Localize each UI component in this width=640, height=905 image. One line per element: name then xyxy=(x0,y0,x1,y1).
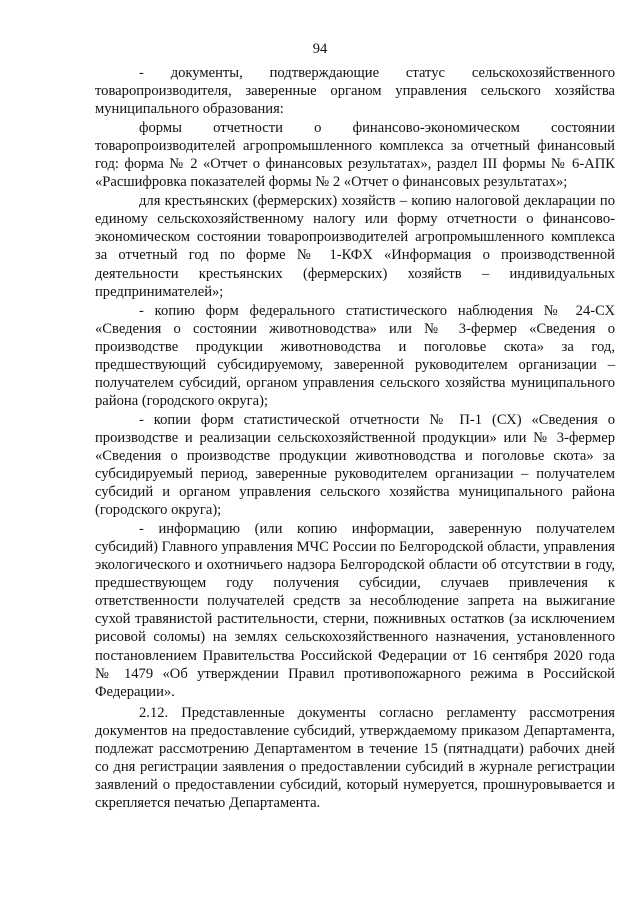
paragraph-farm-households: для крестьянских (фермерских) хозяйств – копию налоговой декларации по единому сельскохозяйственному налогу или форму отчетности о финансово-экономическом состоянии товаропроизводителей агропромышленного комплекса за отчетный год по форме № 1-КФХ «Информация о производственной деятельности крестьянских (фермерских) хозяйств – индивидуальных предпринимателей»; xyxy=(95,193,615,300)
paragraph-form-24-sh: - копию форм федерального статистического наблюдения № 24-СХ «Сведения о состоянии животноводства» или № 3-фермер «Сведения о производстве продукции животноводства и поголовье скота» за год, предшествующий субсидируемому, заверенной руководителем организации – получателем субсидий, органом управления сельского хозяйства муниципального района (городского округа); xyxy=(95,302,615,409)
page-number: 94 xyxy=(312,41,328,57)
paragraph-form-p1: - копии форм статистической отчетности № П-1 (СХ) «Сведения о производстве и реализации сельскохозяйственной продукции» или № 3-фермер «Сведения о производстве продукции животноводства и поголовье скота» за субсидируемый период, заверенные руководителем организации – получателем субсидий и органом управления сельского хозяйства муниципального района (городского округа); xyxy=(95,411,615,519)
document-body xyxy=(95,64,615,812)
paragraph-financial-reports: формы отчетности о финансово-экономическом состоянии товаропроизводителей агропромышленного комплекса за отчетный финансовый год: форма № 2 «Отчет о финансовых результатах», раздел III формы № 6-АПК «Расшифровка показателей формы № 2 «Отчет о финансовых результатах»; xyxy=(95,120,615,191)
paragraph-section-2-12: 2.12. Представленные документы согласно регламенту рассмотрения документов на предоставление субсидий, утверждаемому приказом Департамента, подлежат рассмотрению Департаментом в течение 15 (пятнадцати) рабочих дней со дня регистрации заявления о предоставлении субсидий в журнале регистрации заявлений о предоставлении субсидий, который нумеруется, прошнуровывается и скрепляется печатью Департамента. xyxy=(95,704,615,811)
paragraph-status-documents: - документы, подтверждающие статус сельскохозяйственного товаропроизводителя, заверенные органом управления сельского хозяйства муниципального образования: xyxy=(95,65,615,118)
paragraph-mchs-information: - информацию (или копию информации, заверенную получателем субсидий) Главного управления МЧС России по Белгородской области, управления экологического и охотничьего надзора Белгородской области об отсутствии в году, предшествующем году получения субсидии, случаев привлечения к ответственности получателей средств за несоблюдение запрета на выжигание сухой травянистой растительности, стерни, пожнивных остатков (за исключением рисовой соломы) на землях сельскохозяйственного назначения, установленного постановлением Правительства Российской Федерации от 16 сентября 2020 года № 1479 «Об утверждении Правил противопожарного режима в Российской Федерации». xyxy=(95,521,615,700)
